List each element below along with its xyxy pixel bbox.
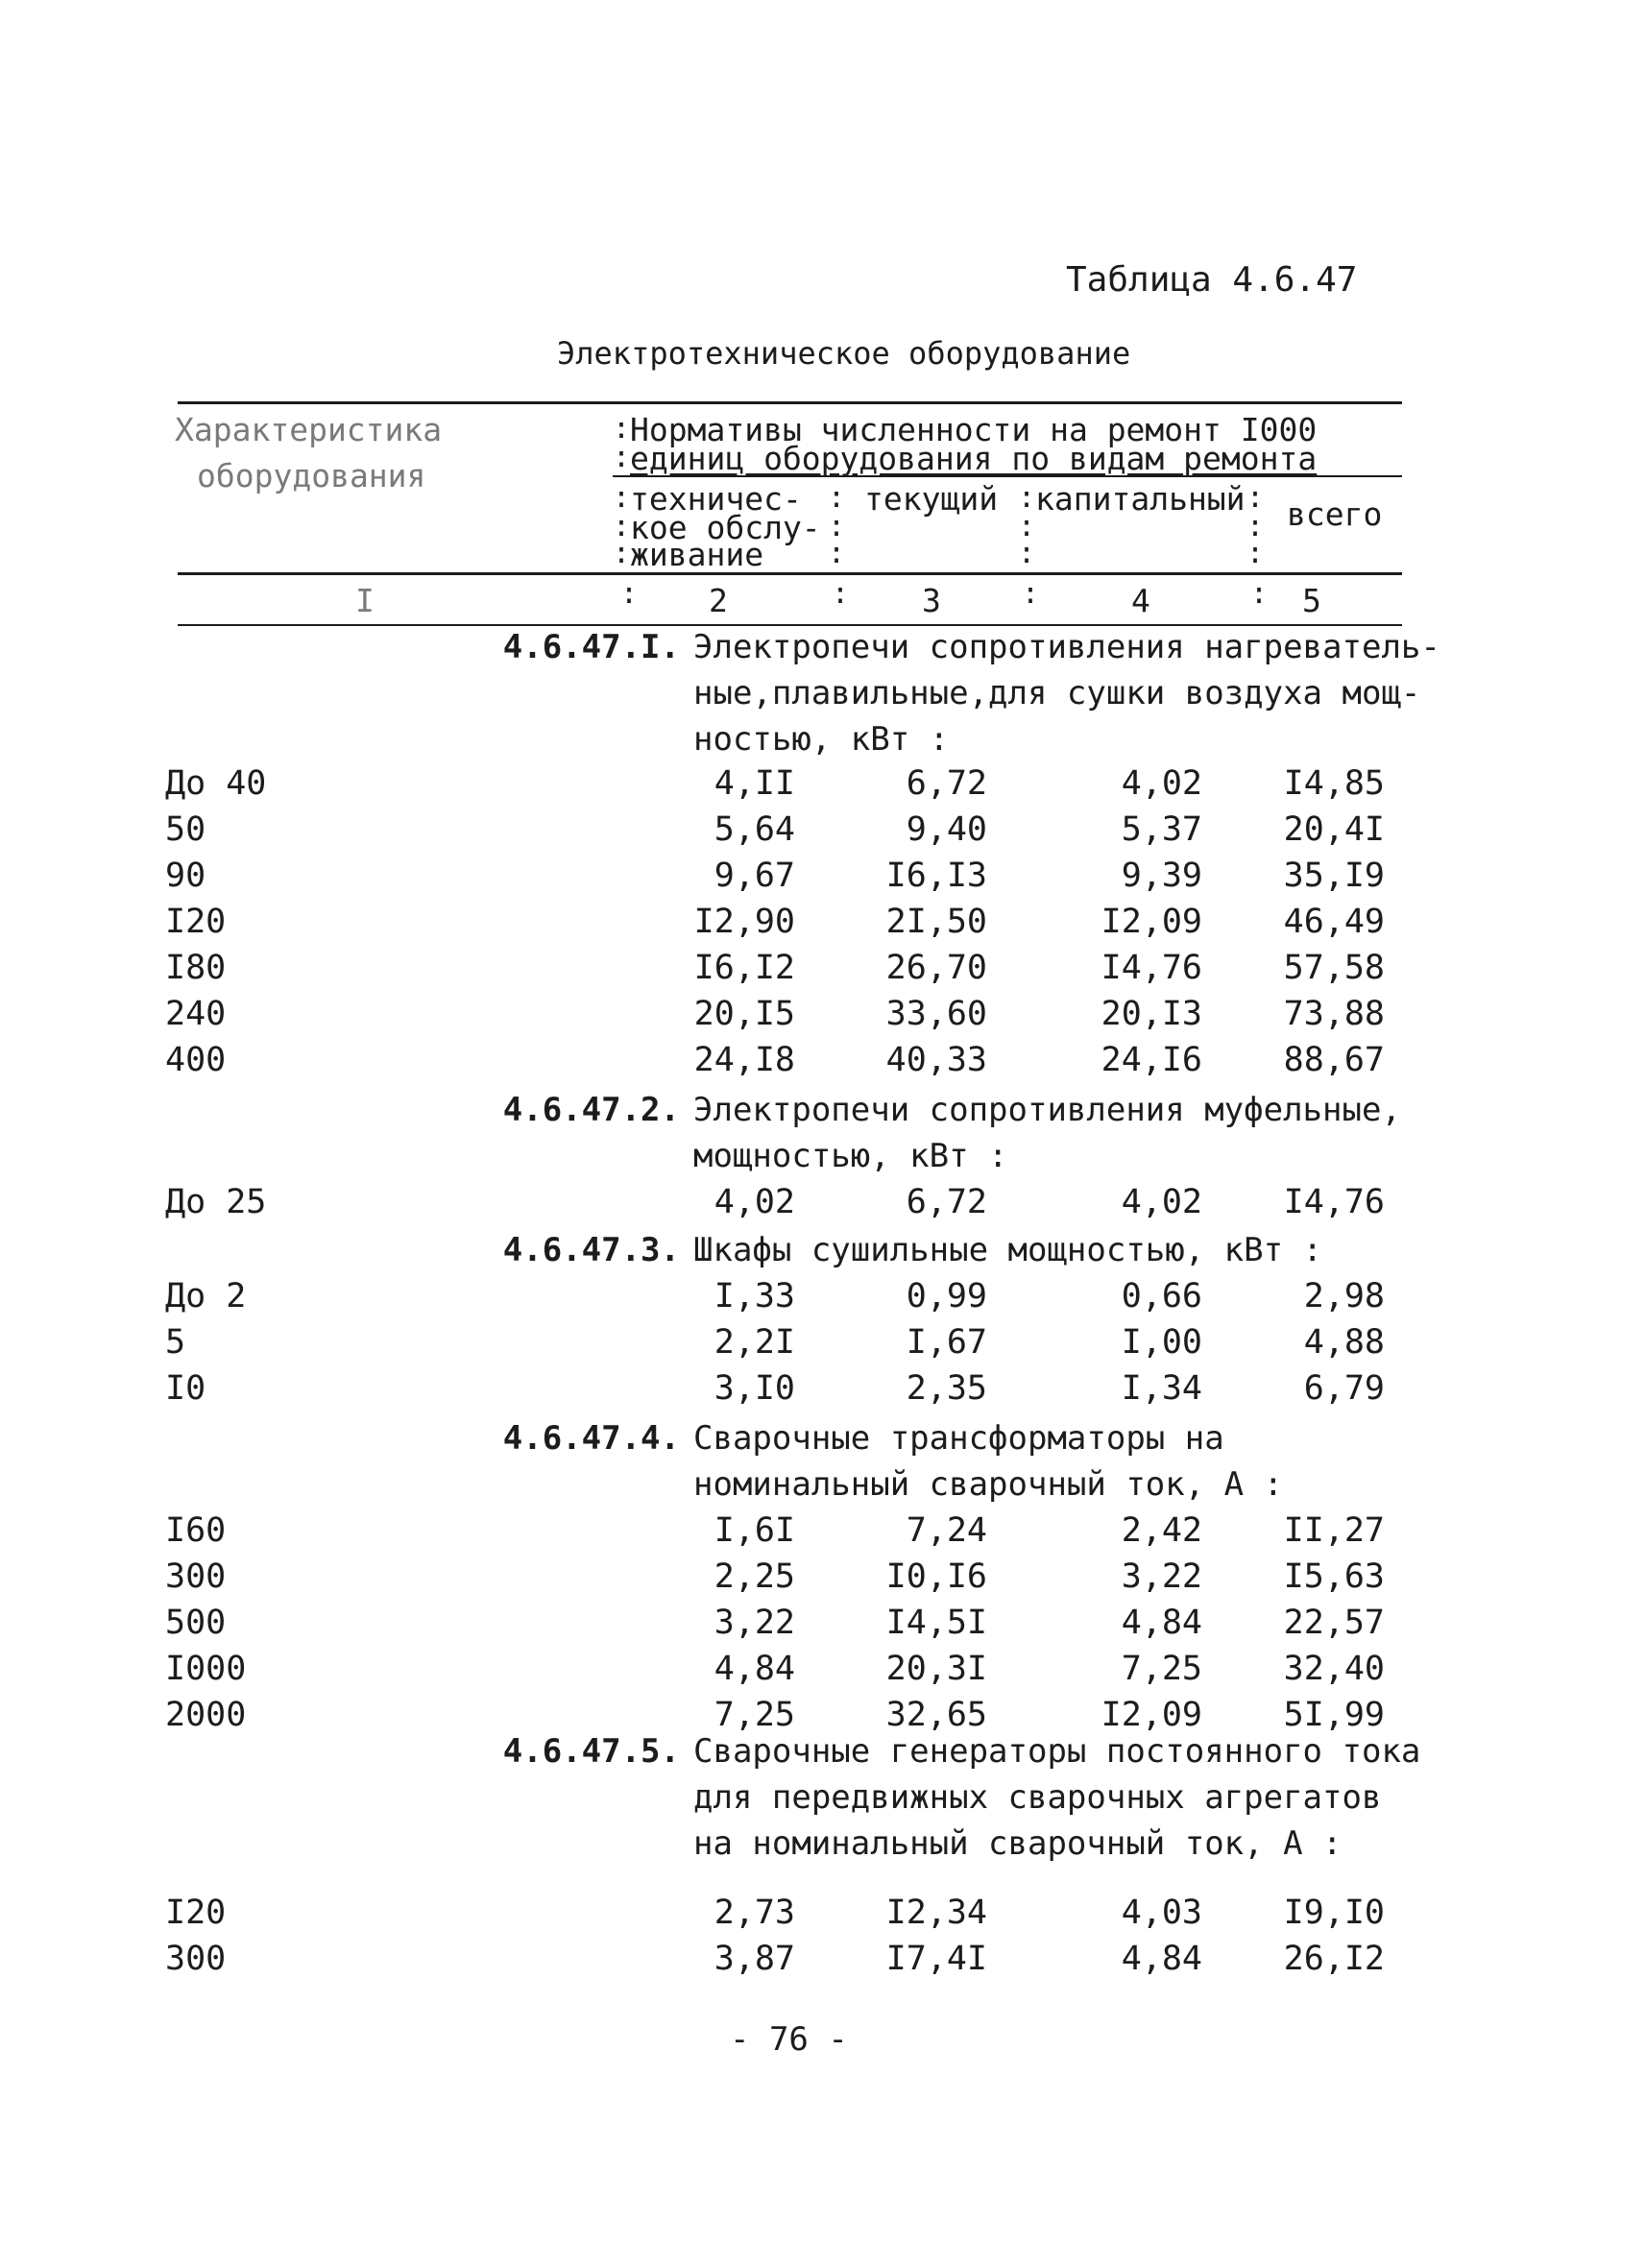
cell-maintenance: 24,I8	[693, 1041, 795, 1079]
cell-maintenance: 2,73	[714, 1894, 795, 1932]
cell-current-repair: 6,72	[906, 1183, 987, 1221]
col1-header-line1: Характеристика	[175, 411, 443, 448]
row-characteristic: До 40	[165, 764, 267, 803]
cell-capital-repair: 4,84	[1121, 1940, 1202, 1978]
group-header-line1: Нормативы численности на ремонт I000	[630, 411, 1318, 448]
table-caption: Электротехническое оборудование	[557, 335, 1131, 372]
cell-total: I4,76	[1283, 1183, 1385, 1221]
cell-maintenance: 4,84	[714, 1650, 795, 1688]
col-separator: :	[1246, 481, 1265, 515]
row-characteristic: I000	[165, 1650, 247, 1688]
cell-maintenance: 4,02	[714, 1183, 795, 1221]
section-title-line: мощностью, кВт :	[693, 1137, 1008, 1175]
cell-current-repair: 40,33	[885, 1041, 987, 1079]
col-separator: :	[613, 441, 631, 474]
cell-capital-repair: I4,76	[1101, 949, 1202, 987]
cell-capital-repair: 24,I6	[1101, 1041, 1202, 1079]
cell-capital-repair: 4,02	[1121, 764, 1202, 803]
row-characteristic: I20	[165, 1894, 227, 1932]
col2-header-line1: техничес-	[630, 480, 802, 518]
cell-total: 57,58	[1283, 949, 1385, 987]
page-number: - 76 -	[730, 2020, 848, 2059]
cell-current-repair: 7,24	[906, 1511, 987, 1550]
col-separator: :	[613, 412, 631, 446]
cell-current-repair: I4,5I	[885, 1604, 987, 1642]
row-characteristic: 50	[165, 810, 206, 849]
cell-total: 88,67	[1283, 1041, 1385, 1079]
col3-header: текущий	[864, 480, 999, 518]
cell-current-repair: 9,40	[906, 810, 987, 849]
col-number-1: I	[355, 582, 375, 619]
row-characteristic: 2000	[165, 1696, 247, 1734]
cell-capital-repair: 3,22	[1121, 1557, 1202, 1596]
col-separator: :	[1246, 510, 1265, 543]
cell-capital-repair: 4,02	[1121, 1183, 1202, 1221]
section-title-line: Электропечи сопротивления нагреватель-	[693, 628, 1440, 666]
cell-maintenance: 9,67	[714, 857, 795, 895]
cell-capital-repair: I,34	[1121, 1369, 1202, 1408]
col-separator: :	[613, 481, 631, 515]
cell-total: II,27	[1283, 1511, 1385, 1550]
cell-current-repair: 20,3I	[885, 1650, 987, 1688]
row-characteristic: До 2	[165, 1277, 247, 1315]
cell-total: I9,I0	[1283, 1894, 1385, 1932]
row-characteristic: 300	[165, 1940, 227, 1978]
col-separator: :	[620, 577, 639, 611]
col-separator: :	[828, 481, 846, 515]
cell-current-repair: 26,70	[885, 949, 987, 987]
section-title-line: Электропечи сопротивления муфельные,	[693, 1091, 1401, 1129]
row-characteristic: I0	[165, 1369, 206, 1408]
col1-header-line2: оборудования	[197, 457, 426, 495]
cell-total: 26,I2	[1283, 1940, 1385, 1978]
cell-current-repair: 2,35	[906, 1369, 987, 1408]
cell-total: 4,88	[1303, 1323, 1385, 1362]
cell-maintenance: 2,2I	[714, 1323, 795, 1362]
col2-header-line3: живание	[630, 536, 764, 573]
cell-capital-repair: 9,39	[1121, 857, 1202, 895]
cell-total: 20,4I	[1283, 810, 1385, 849]
col-number-3: 3	[922, 582, 941, 619]
col2-header-line2: кое обслу-	[630, 509, 821, 546]
section-title-line: для передвижных сварочных агрегатов	[693, 1778, 1382, 1817]
row-characteristic: I20	[165, 903, 227, 941]
section-title-line: ностью, кВт :	[693, 720, 950, 759]
col-separator: :	[1018, 481, 1036, 515]
section-title-line: номинальный сварочный ток, А :	[693, 1465, 1284, 1504]
cell-capital-repair: I2,09	[1101, 1696, 1202, 1734]
cell-maintenance: 4,II	[714, 764, 795, 803]
row-characteristic: 500	[165, 1604, 227, 1642]
cell-total: I5,63	[1283, 1557, 1385, 1596]
cell-total: 5I,99	[1283, 1696, 1385, 1734]
cell-maintenance: I2,90	[693, 903, 795, 941]
cell-capital-repair: I,00	[1121, 1323, 1202, 1362]
cell-current-repair: I7,4I	[885, 1940, 987, 1978]
col-separator: :	[613, 510, 631, 543]
cell-maintenance: 5,64	[714, 810, 795, 849]
row-characteristic: 240	[165, 995, 227, 1033]
cell-total: 32,40	[1283, 1650, 1385, 1688]
cell-current-repair: 33,60	[885, 995, 987, 1033]
cell-current-repair: 32,65	[885, 1696, 987, 1734]
cell-maintenance: 7,25	[714, 1696, 795, 1734]
cell-capital-repair: 4,03	[1121, 1894, 1202, 1932]
row-characteristic: 90	[165, 857, 206, 895]
cell-capital-repair: 2,42	[1121, 1511, 1202, 1550]
cell-capital-repair: 7,25	[1121, 1650, 1202, 1688]
cell-capital-repair: I2,09	[1101, 903, 1202, 941]
col-number-4: 4	[1131, 582, 1150, 619]
section-number: 4.6.47.3.	[502, 1231, 680, 1269]
row-characteristic: I60	[165, 1511, 227, 1550]
row-characteristic: I80	[165, 949, 227, 987]
section-number: 4.6.47.4.	[502, 1419, 680, 1458]
row-characteristic: До 25	[165, 1183, 267, 1221]
cell-maintenance: 3,22	[714, 1604, 795, 1642]
section-number: 4.6.47.2.	[502, 1091, 680, 1129]
col5-header: всего	[1287, 495, 1383, 533]
cell-total: I4,85	[1283, 764, 1385, 803]
cell-maintenance: 20,I5	[693, 995, 795, 1033]
section-title-line: Сварочные трансформаторы на	[693, 1419, 1224, 1458]
cell-total: 2,98	[1303, 1277, 1385, 1315]
cell-total: 46,49	[1283, 903, 1385, 941]
col-number-5: 5	[1302, 582, 1321, 619]
cell-total: 73,88	[1283, 995, 1385, 1033]
cell-maintenance: I,6I	[714, 1511, 795, 1550]
cell-total: 35,I9	[1283, 857, 1385, 895]
col-separator: :	[1250, 577, 1269, 611]
group-header-line2: единиц оборудования по видам ремонта	[630, 440, 1318, 477]
cell-current-repair: I6,I3	[885, 857, 987, 895]
col-separator: :	[613, 537, 631, 570]
col-separator: :	[1018, 510, 1036, 543]
section-title-line: Сварочные генераторы постоянного тока	[693, 1732, 1421, 1771]
cell-maintenance: 3,I0	[714, 1369, 795, 1408]
cell-maintenance: I6,I2	[693, 949, 795, 987]
cell-maintenance: 2,25	[714, 1557, 795, 1596]
row-characteristic: 300	[165, 1557, 227, 1596]
cell-current-repair: 0,99	[906, 1277, 987, 1315]
col-separator: :	[1022, 577, 1040, 611]
col-separator: :	[1246, 537, 1265, 570]
cell-capital-repair: 0,66	[1121, 1277, 1202, 1315]
cell-capital-repair: 20,I3	[1101, 995, 1202, 1033]
cell-current-repair: 2I,50	[885, 903, 987, 941]
col-separator: :	[828, 510, 846, 543]
cell-current-repair: 6,72	[906, 764, 987, 803]
col-separator: :	[1018, 537, 1036, 570]
section-title-line: Шкафы сушильные мощностью, кВт :	[693, 1231, 1323, 1269]
section-number: 4.6.47.5.	[502, 1732, 680, 1771]
col-separator: :	[828, 537, 846, 570]
section-title-line: на номинальный сварочный ток, А :	[693, 1824, 1343, 1863]
cell-current-repair: I2,34	[885, 1894, 987, 1932]
cell-capital-repair: 5,37	[1121, 810, 1202, 849]
row-characteristic: 5	[165, 1323, 186, 1362]
col-number-2: 2	[709, 582, 728, 619]
col4-header: капитальный	[1035, 480, 1246, 518]
cell-current-repair: I,67	[906, 1323, 987, 1362]
cell-total: 6,79	[1303, 1369, 1385, 1408]
section-title-line: ные,плавильные,для сушки воздуха мощ-	[693, 674, 1421, 712]
section-number: 4.6.47.I.	[502, 628, 680, 666]
row-characteristic: 400	[165, 1041, 227, 1079]
header-top-rule	[178, 401, 1402, 404]
cell-maintenance: I,33	[714, 1277, 795, 1315]
cell-current-repair: I0,I6	[885, 1557, 987, 1596]
cell-maintenance: 3,87	[714, 1940, 795, 1978]
header-mid-rule	[178, 572, 1402, 575]
table-label: Таблица 4.6.47	[1066, 260, 1358, 300]
group-header-rule	[613, 475, 1402, 477]
cell-total: 22,57	[1283, 1604, 1385, 1642]
col-separator: :	[832, 577, 850, 611]
cell-capital-repair: 4,84	[1121, 1604, 1202, 1642]
